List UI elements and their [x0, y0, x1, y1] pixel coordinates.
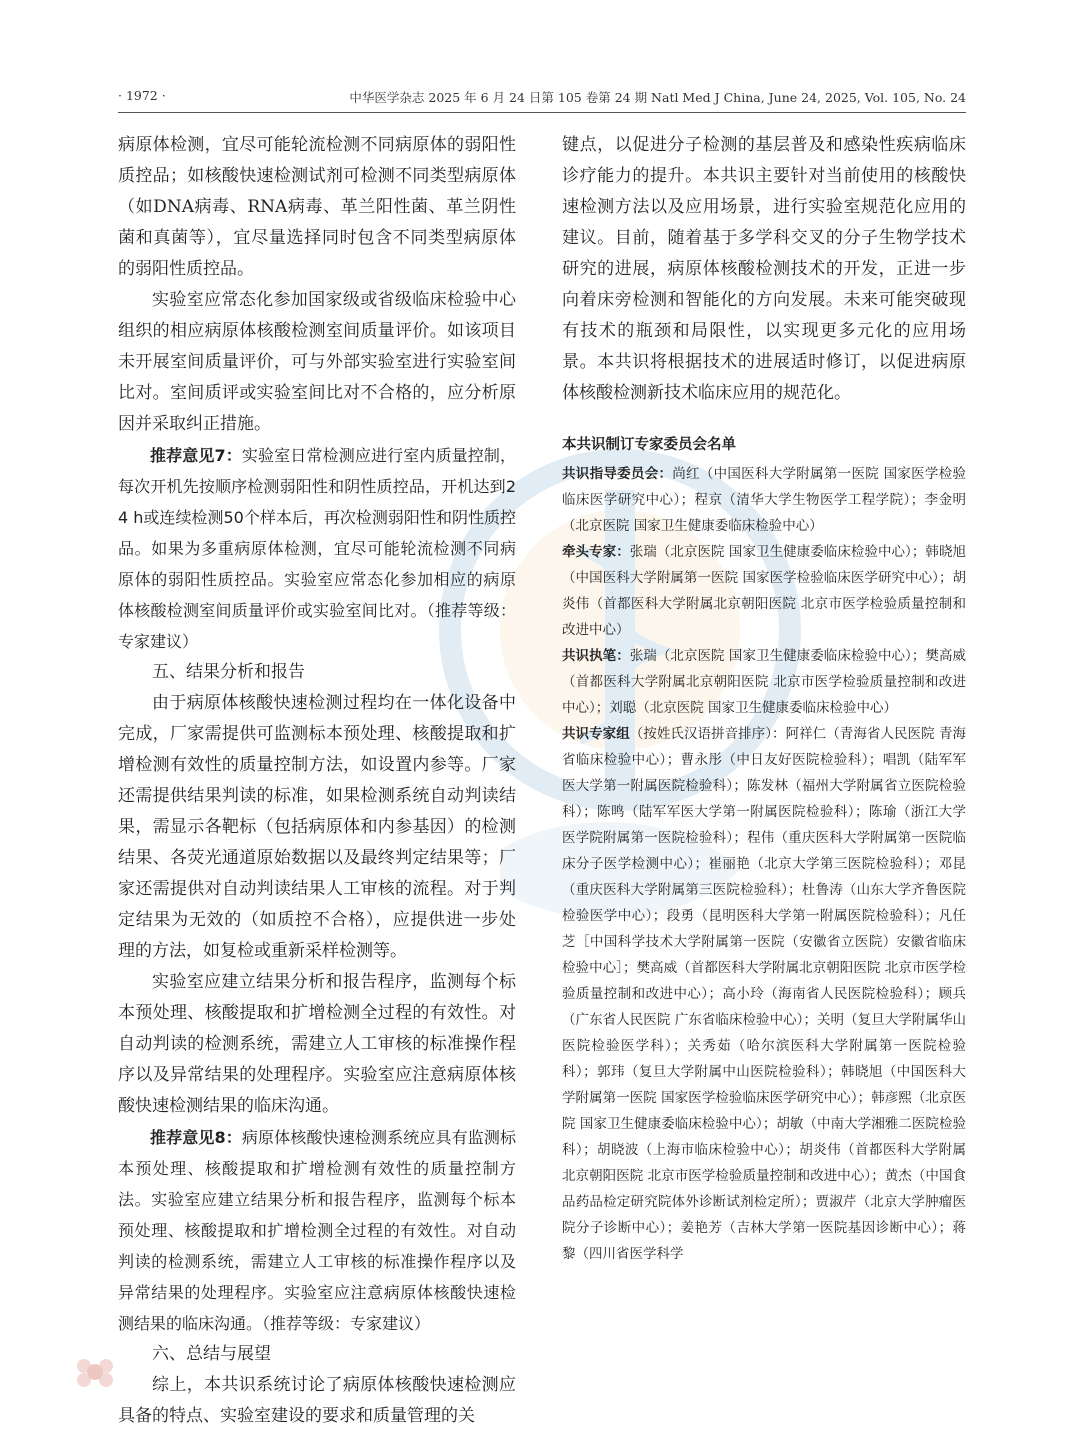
committee-text: （按姓氏汉语拼音排序）：阿祥仁（青海省人民医院 青海省临床检验中心）；曹永彤（中日友好医院检验科）；唱凯（陆军军医大学第一附属医院检验科）；陈发林（福州大学附属省立医院检验科）；陈鸣（陆军军医大学第一附属医院检验科）；陈瑜（浙江大学医学院附属第一医院检验科）；程伟（重庆医科大学附属第一医院临床分子医学检测中心）；崔丽艳（北京大学第三医院检验科）；邓昆（重庆医科大学附属第三医院检验科）；杜鲁涛（山东大学齐鲁医院检验医学中心）；段勇（昆明医科大学第一附属医院检验科）；凡任芝［中国科学技术大学附属第一医院（安徽省立医院）安徽省临床检验中心］；樊高威（首都医科大学附属北京朝阳医院 北京市医学检验质量控制和改进中心）；高小玲（海南省人民医院检验科）；顾兵（广东省人民医院 广东省临床检验中心）；关明（复旦大学附属华山医院检验医学科）；关秀茹（哈尔滨医科大学附属第一医院检验科）；郭玮（复旦大学附属中山医院检验科）；韩晓旭（中国医科大学附属第一医院 国家医学检验临床医学研究中心）；韩彦熙（北京医院 国家卫生健康委临床检验中心）；胡敏（中南大学湘雅二医院检验科）；胡晓波（上海市临床检验中心）；胡炎伟（首都医科大学附属北京朝阳医院 北京市医学检验质量控制和改进中心）；黄杰（中国食品药品检定研究院体外诊断试剂检定所）；贾淑芹（北京大学肿瘤医院分子诊断中心）；姜艳芳（吉林大学第一医院基因诊断中心）；蒋黎（四川省医学科学 — [562, 726, 967, 1262]
committee-label: 共识执笔： — [562, 648, 630, 664]
committee-title: 本共识制订专家委员会名单 — [562, 437, 736, 453]
committee-lead — [562, 539, 966, 643]
paragraph: 由于病原体核酸快速检测过程均在一体化设备中完成，厂家需提供可监测标本预处理、核酸提取和扩增检测有效性的质量控制方法，如设置内参等。厂家还需提供结果判读的标准，如果检测系统自动判读结果，需显示各靶标（包括病原体和内参基因）的检测结果、各荧光通道原始数据以及最终判定结果等；厂家还需提供对自动判读结果人工审核的流程。对于判定结果为无效的（如质控不合格），应提供进一步处理的方法，如复检或重新采样检测等。 — [118, 693, 516, 961]
paragraph: 实验室应常态化参加国家级或省级临床检验中心组织的相应病原体核酸检测室间质量评价。如该项目未开展室间质量评价，可与外部实验室进行实验室间比对。室间质评或实验室间比对不合格的，应分析原因并采取纠正措施。 — [118, 290, 516, 434]
journal-citation: 中华医学杂志 2025 年 6 月 24 日第 105 卷第 24 期 Natl Med J China, June 24, 2025, Vol. 105, No. 24 — [349, 90, 966, 105]
recommendation-8 — [118, 1122, 516, 1339]
committee-label: 牵头专家： — [562, 544, 630, 560]
paragraph: 实验室应建立结果分析和报告程序，监测每个标本预处理、核酸提取和扩增检测全过程的有效性。对自动判读的检测系统，需建立人工审核的标准操作程序以及异常结果的处理程序。实验室应注意病原体核酸快速检测结果的临床沟通。 — [118, 972, 516, 1116]
committee-guide — [562, 461, 966, 539]
committee-label: 共识专家组 — [562, 726, 630, 742]
recommendation-text: 病原体核酸快速检测系统应具有监测标本预处理、核酸提取和扩增检测有效性的质量控制方法。实验室应建立结果分析和报告程序，监测每个标本预处理、核酸提取和扩增检测全过程的有效性。对自动判读的检测系统，需建立人工审核的标准操作程序以及异常结果的处理程序。实验室应注意病原体核酸快速检测结果的临床沟通。（推荐等级：专家建议） — [118, 1128, 516, 1333]
paragraph: 键点，以促进分子检测的基层普及和感染性疾病临床诊疗能力的提升。本共识主要针对当前使用的核酸快速检测方法以及应用场景，进行实验室规范化应用的建议。目前，随着基于多学科交叉的分子生物学技术研究的进展，病原体核酸检测技术的开发，正进一步向着床旁检测和智能化的方向发展。未来可能突破现有技术的瓶颈和局限性，以实现更多元化的应用场景。本共识将根据技术的进展适时修订，以促进病原体核酸检测新技术临床应用的规范化。 — [562, 135, 966, 403]
committee-text: 尚红（中国医科大学附属第一医院 国家医学检验临床医学研究中心）；程京（清华大学生物医学工程学院）；李金明（北京医院 国家卫生健康委临床检验中心） — [562, 466, 966, 534]
right-column — [562, 130, 966, 1267]
committee-label: 共识指导委员会： — [562, 466, 673, 482]
paragraph: 病原体检测，宜尽可能轮流检测不同病原体的弱阳性质控品；如核酸快速检测试剂可检测不同类型病原体（如DNA病毒、RNA病毒、革兰阳性菌、革兰阴性菌和真菌等），宜尽量选择同时包含不同类型病原体的弱阳性质控品。 — [118, 135, 516, 279]
publisher-logo-watermark — [70, 1352, 490, 1392]
committee-experts — [562, 721, 966, 1267]
paragraph: 综上，本共识系统讨论了病原体核酸快速检测应具备的特点、实验室建设的要求和质量管理的关 — [118, 1375, 516, 1426]
committee-writers — [562, 643, 966, 721]
left-column — [118, 130, 516, 1432]
recommendation-label: 推荐意见8： — [150, 1128, 242, 1147]
section-heading: 六、总结与展望 — [152, 1344, 271, 1364]
running-header — [118, 88, 966, 112]
recommendation-label: 推荐意见7： — [150, 446, 242, 465]
header-rule — [118, 112, 966, 113]
page-number: · 1972 · — [118, 88, 166, 103]
committee-text: 张瑞（北京医院 国家卫生健康委临床检验中心）；韩晓旭（中国医科大学附属第一医院 国家医学检验临床医学研究中心）；胡炎伟（首都医科大学附属北京朝阳医院 北京市医学检验质量控制和改进中心） — [562, 544, 967, 638]
recommendation-7 — [118, 440, 516, 657]
committee-text: 张瑞（北京医院 国家卫生健康委临床检验中心）；樊高威（首都医科大学附属北京朝阳医院 北京市医学检验质量控制和改进中心）；刘聪（北京医院 国家卫生健康委临床检验中心） — [562, 648, 967, 716]
recommendation-text: 实验室日常检测应进行室内质量控制，每次开机先按顺序检测弱阳性和阴性质控品，开机达到24 h或连续检测50个样本后，再次检测弱阳性和阴性质控品。如果为多重病原体检测，宜尽可能轮流检测不同病原体的弱阳性质控品。实验室应常态化参加相应的病原体核酸检测室间质量评价或实验室间比对。（推荐等级：专家建议） — [118, 446, 516, 651]
flower-logo-icon — [70, 1352, 120, 1392]
section-heading: 五、结果分析和报告 — [152, 662, 305, 682]
